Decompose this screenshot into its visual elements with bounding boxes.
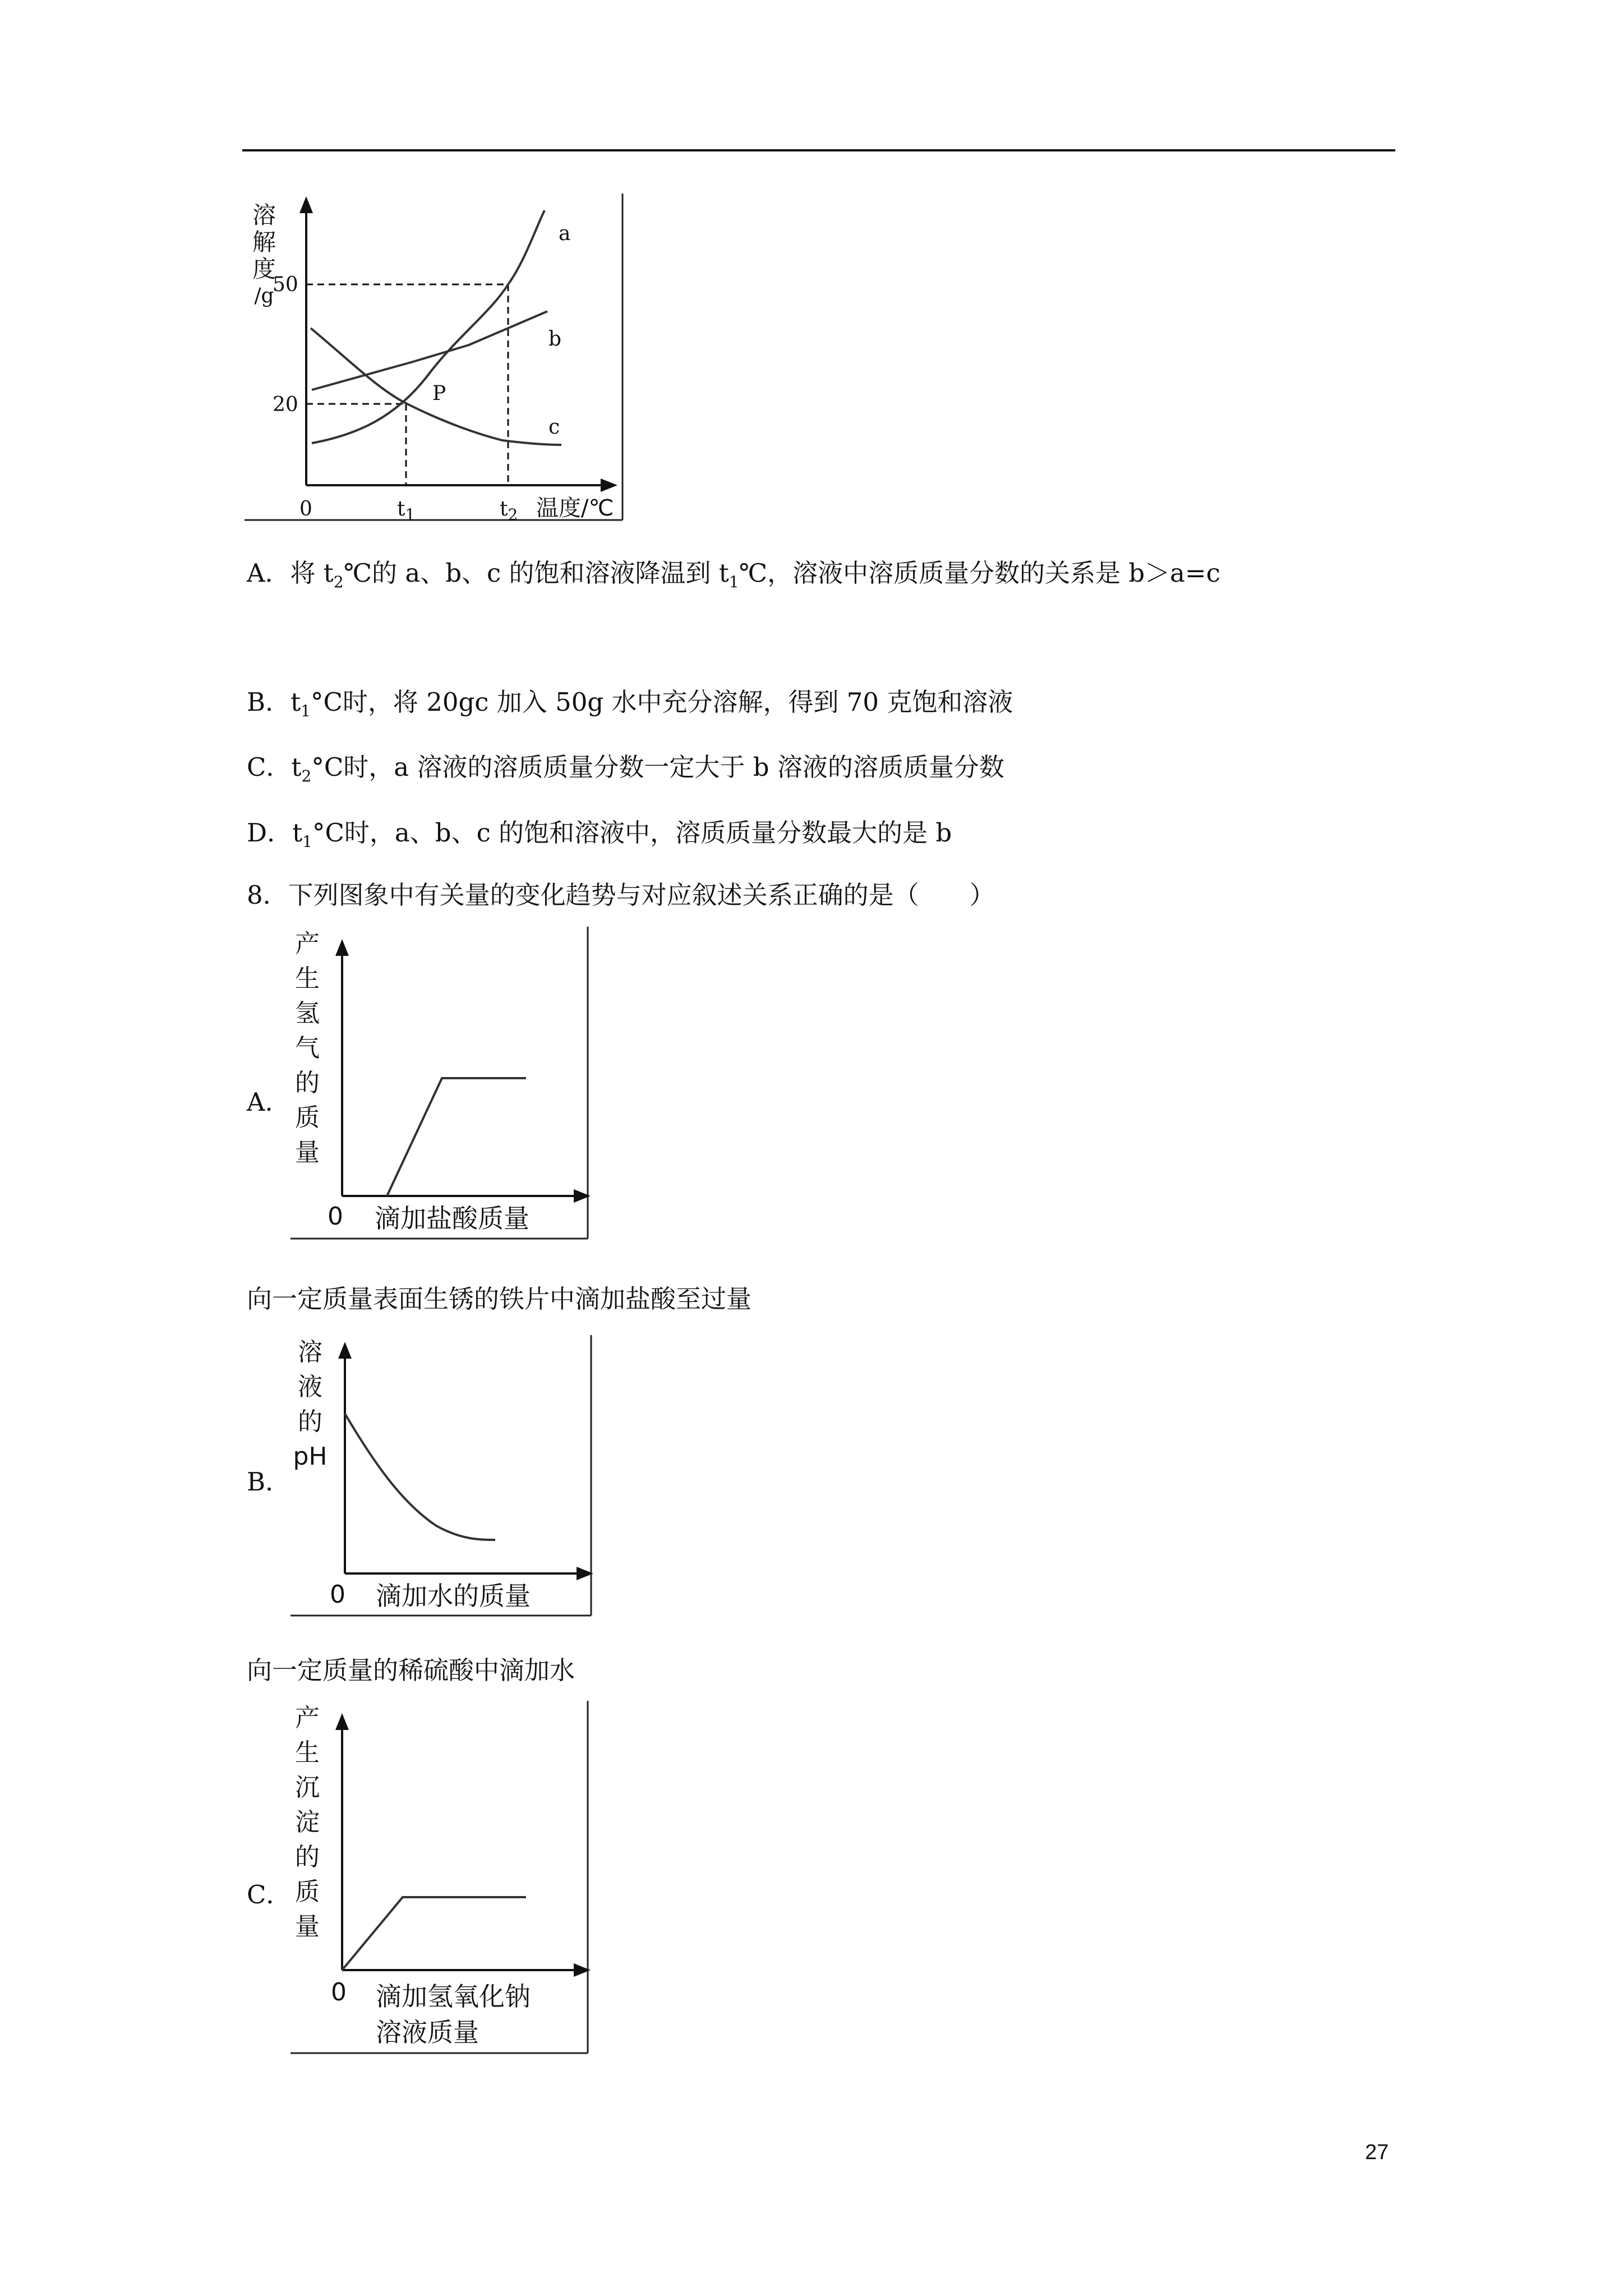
- page-number: 27: [1365, 2141, 1389, 2164]
- q8c-y-label: 产 生 沉 淀 的 质 量: [295, 1704, 320, 1941]
- x-tick-t1: $t_1$: [397, 498, 416, 524]
- ph-curve: [345, 1414, 495, 1540]
- header-rule: [242, 149, 1395, 151]
- y-tick-20: 20: [273, 393, 298, 416]
- q7-option-c: C．$t_2^\circ C$时，a 溶液的溶质质量分数一定大于 b 溶液的溶质质量分数: [247, 752, 1004, 785]
- q8a-origin: 0: [328, 1202, 343, 1231]
- x-tick-t2: $t_2$: [500, 498, 518, 524]
- curve-b: [312, 311, 547, 390]
- q8-option-b-caption: 向一定质量的稀硫酸中滴加水: [247, 1655, 575, 1685]
- y-axis-label: 溶 解 度 /g: [252, 201, 276, 307]
- q8-chart-b: [291, 1335, 593, 1618]
- q8c-origin: 0: [331, 1978, 347, 2007]
- series-b-label: b: [548, 328, 562, 351]
- q8a-y-label: 产 生 氢 气 的 质 量: [295, 930, 320, 1167]
- q8a-x-label: 滴加盐酸质量: [375, 1203, 529, 1234]
- q8b-x-label: 滴加水的质量: [376, 1581, 531, 1611]
- q8-option-a-letter: A．: [247, 1087, 291, 1117]
- y-tick-50: 50: [273, 273, 298, 296]
- precipitate-curve: [342, 1897, 526, 1970]
- x-axis-label: 温度/℃: [536, 495, 614, 521]
- q7-option-d: D．$t_1^\circ C$时，a、b、c 的饱和溶液中，溶质质量分数最大的是 b: [247, 818, 952, 851]
- origin-label: 0: [299, 498, 312, 521]
- point-p-label: P: [432, 382, 446, 405]
- q8-chart-c: [291, 1701, 593, 2055]
- q8-stem: 8．下列图象中有关量的变化趋势与对应叙述关系正确的是（ ）: [247, 880, 995, 910]
- q8b-y-label: 溶 液 的 pH: [293, 1338, 328, 1471]
- hydrogen-curve: [387, 1078, 526, 1196]
- q8c-x-label: 滴加氢氧化钠 溶液质量: [376, 1981, 531, 2047]
- q8-chart-a: [291, 927, 591, 1241]
- q7-option-a: A．将 $t_2℃$的 a、b、c 的饱和溶液降温到 $t_1℃$，溶液中溶质质量分数的关系是 b＞a=c: [247, 558, 1220, 591]
- q8-option-c-letter: C．: [247, 1880, 292, 1910]
- q7-option-b: B．$t_1^\circ C$时，将 20gc 加入 50g 水中充分溶解，得到 70 克饱和溶液: [247, 687, 1013, 720]
- series-a-label: a: [559, 222, 571, 245]
- q8-option-a-caption: 向一定质量表面生锈的铁片中滴加盐酸至过量: [247, 1284, 752, 1314]
- q8b-origin: 0: [330, 1580, 345, 1609]
- series-c-label: c: [548, 416, 560, 439]
- solubility-chart: [245, 194, 626, 524]
- q8-option-b-letter: B．: [247, 1467, 291, 1497]
